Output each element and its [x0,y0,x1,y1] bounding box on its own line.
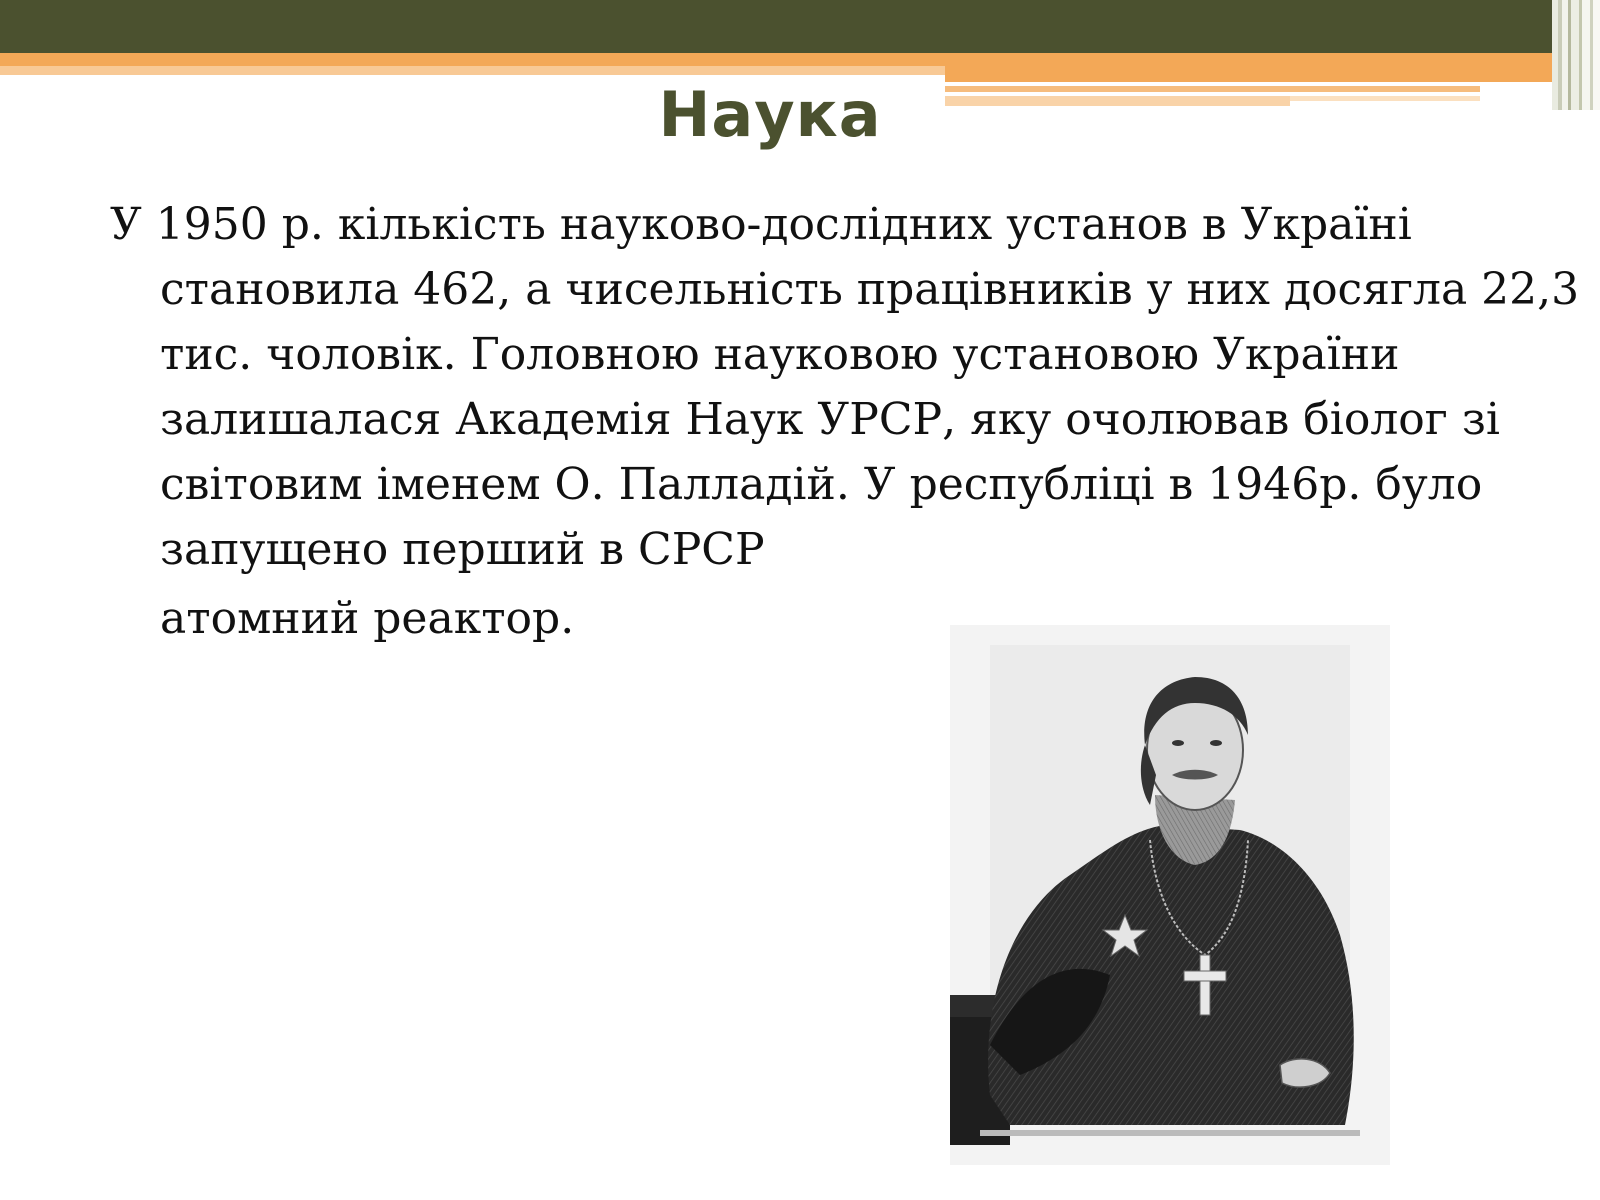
body-text: У 1950 р. кількість науково-дослідних установ в Україні становила 462, а чисельність працівників у них досягла 22,3 тис. чоловік. Головною науковою установою України залишалася Академія Наук УРСР, яку очолював біолог зі світовим іменем О. Палладій. У республіці в 1946р. було запущено перший в СРСР [110,199,1580,575]
accent-stripe [0,53,1552,66]
accent-stripe [1290,96,1480,101]
portrait-image [950,625,1390,1165]
slide-title: Наука [658,78,882,151]
accent-stripe [945,86,1480,92]
header-band [0,0,1552,53]
accent-stripe [945,66,1552,82]
accent-stripe [0,66,945,75]
body-paragraph [110,192,1580,651]
decorative-stripes [1552,0,1600,110]
accent-stripe [945,96,1290,106]
body-text-end: атомний реактор. [160,593,575,644]
